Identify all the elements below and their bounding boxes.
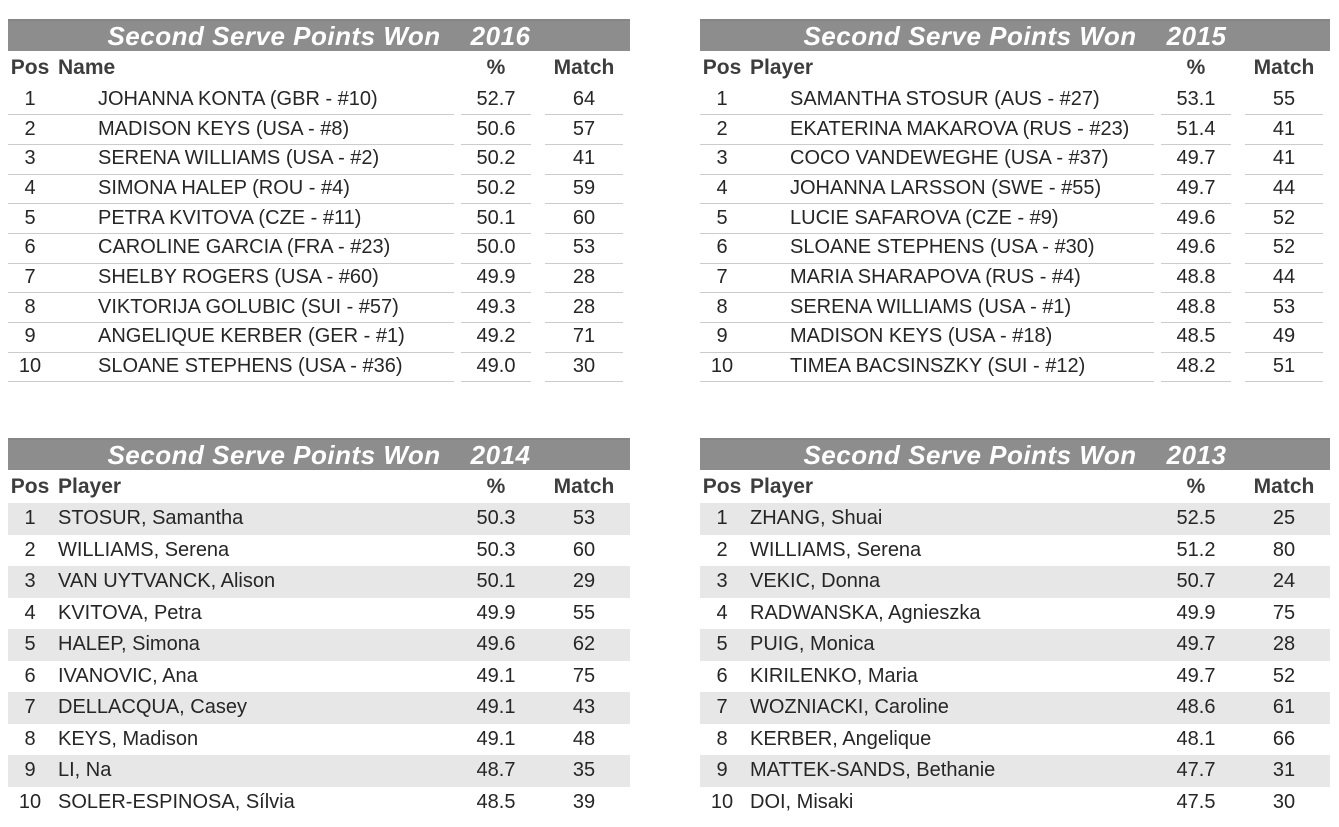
matches-cell: 39	[572, 790, 596, 813]
table-row	[700, 85, 1330, 115]
table-body	[700, 85, 1330, 382]
table-banner-2016	[8, 19, 630, 51]
rank-cell: 2	[716, 117, 728, 140]
percentage-cell: 49.2	[461, 322, 531, 353]
table-row	[8, 755, 630, 787]
matches-cell: 66	[1272, 727, 1296, 750]
player-cell: WOZNIACKI, Caroline	[750, 696, 949, 719]
column-header-pos: Pos	[10, 474, 50, 498]
table-row	[700, 598, 1330, 630]
matches-cell: 52	[1245, 203, 1323, 234]
player-cell: KIRILENKO, Maria	[750, 664, 918, 687]
rank-cell: 3	[716, 147, 728, 170]
row-name-segment	[700, 322, 1154, 353]
matches-cell: 55	[1245, 85, 1323, 116]
player-cell: SLOANE STEPHENS (USA - #36)	[98, 355, 403, 378]
column-header-player: Player	[750, 474, 814, 498]
matches-cell: 80	[1272, 538, 1296, 561]
percentage-cell: 48.5	[1161, 322, 1231, 353]
player-cell: WILLIAMS, Serena	[750, 538, 922, 561]
rank-cell: 5	[24, 206, 36, 229]
rank-cell: 7	[716, 696, 728, 719]
player-cell: PETRA KVITOVA (CZE - #11)	[98, 206, 362, 229]
percentage-cell: 50.1	[461, 203, 531, 234]
rank-cell: 10	[710, 790, 734, 813]
percentage-cell: 49.1	[476, 696, 516, 719]
row-name-segment	[700, 629, 1154, 661]
table-body	[8, 503, 630, 818]
percentage-cell: 53.1	[1161, 85, 1231, 116]
table-row	[8, 323, 630, 353]
percentage-cell: 49.9	[461, 263, 531, 294]
row-name-segment	[8, 263, 454, 294]
percentage-cell: 48.6	[1176, 696, 1216, 719]
matches-cell: 60	[572, 538, 596, 561]
table-header-row	[8, 470, 630, 503]
player-cell: MADISON KEYS (USA - #18)	[790, 325, 1053, 348]
rank-cell: 6	[716, 236, 728, 259]
percentage-cell: 48.2	[1161, 352, 1231, 383]
table-row	[8, 503, 630, 535]
matches-cell: 52	[1272, 664, 1296, 687]
table-row	[8, 724, 630, 756]
matches-cell: 71	[545, 322, 623, 353]
percentage-cell: 50.2	[461, 174, 531, 205]
percentage-cell: 49.0	[461, 352, 531, 383]
row-name-segment	[700, 203, 1154, 234]
player-cell: VIKTORIJA GOLUBIC (SUI - #57)	[98, 295, 399, 318]
rank-cell: 3	[24, 570, 36, 593]
percentage-cell: 51.2	[1176, 538, 1216, 561]
player-cell: TIMEA BACSINSZKY (SUI - #12)	[790, 355, 1086, 378]
row-name-segment	[8, 661, 454, 693]
matches-cell: 49	[1245, 322, 1323, 353]
row-name-segment	[700, 174, 1154, 205]
table-year: 2013	[1166, 439, 1227, 470]
row-name-segment	[8, 322, 454, 353]
percentage-cell: 49.1	[476, 664, 516, 687]
player-cell: IVANOVIC, Ana	[58, 664, 198, 687]
matches-cell: 59	[545, 174, 623, 205]
matches-cell: 43	[572, 696, 596, 719]
matches-cell: 44	[1245, 263, 1323, 294]
table-header-row	[8, 51, 630, 85]
player-cell: EKATERINA MAKAROVA (RUS - #23)	[790, 117, 1130, 140]
rank-cell: 7	[716, 265, 728, 288]
matches-cell: 53	[1245, 292, 1323, 323]
row-name-segment	[700, 566, 1154, 598]
row-name-segment	[700, 263, 1154, 294]
column-header-pos: Pos	[10, 56, 50, 79]
player-cell: WILLIAMS, Serena	[58, 538, 230, 561]
column-header-match: Match	[553, 56, 615, 79]
table-row	[8, 629, 630, 661]
row-name-segment	[8, 144, 454, 175]
table-row	[700, 204, 1330, 234]
column-header-percent: %	[1186, 56, 1206, 79]
table-header-row	[700, 470, 1330, 503]
row-name-segment	[8, 174, 454, 205]
table-year: 2015	[1166, 20, 1227, 51]
table-row	[700, 263, 1330, 293]
rank-cell: 2	[24, 538, 36, 561]
rank-cell: 1	[716, 507, 728, 530]
row-name-segment	[700, 352, 1154, 383]
matches-cell: 57	[545, 114, 623, 145]
player-cell: DOI, Misaki	[750, 790, 854, 813]
percentage-cell: 49.6	[1161, 203, 1231, 234]
table-second-serve-2013	[700, 438, 1330, 818]
table-second-serve-2016	[8, 19, 630, 382]
rank-cell: 3	[24, 147, 36, 170]
row-name-segment	[700, 724, 1154, 756]
player-cell: STOSUR, Samantha	[58, 507, 244, 530]
player-cell: COCO VANDEWEGHE (USA - #37)	[790, 147, 1109, 170]
table-title: Second Serve Points Won	[107, 439, 441, 470]
matches-cell: 29	[572, 570, 596, 593]
percentage-cell: 49.6	[1161, 233, 1231, 264]
player-cell: CAROLINE GARCIA (FRA - #23)	[98, 236, 391, 259]
player-cell: JOHANNA KONTA (GBR - #10)	[98, 87, 378, 110]
table-row	[8, 144, 630, 174]
rank-cell: 9	[716, 325, 728, 348]
matches-cell: 75	[1272, 601, 1296, 624]
player-cell: MATTEK-SANDS, Bethanie	[750, 759, 996, 782]
table-row	[700, 233, 1330, 263]
table-row	[700, 535, 1330, 567]
row-name-segment	[700, 535, 1154, 567]
rank-cell: 8	[716, 295, 728, 318]
percentage-cell: 52.7	[461, 85, 531, 116]
table-row	[700, 787, 1330, 819]
player-cell: JOHANNA LARSSON (SWE - #55)	[790, 176, 1102, 199]
table-year: 2016	[470, 20, 531, 51]
player-cell: RADWANSKA, Agnieszka	[750, 601, 981, 624]
column-header-pos: Pos	[702, 56, 742, 79]
table-row	[700, 692, 1330, 724]
percentage-cell: 49.1	[476, 727, 516, 750]
rank-cell: 7	[24, 696, 36, 719]
player-cell: MADISON KEYS (USA - #8)	[98, 117, 350, 140]
percentage-cell: 51.4	[1161, 114, 1231, 145]
rank-cell: 1	[24, 507, 36, 530]
matches-cell: 35	[572, 759, 596, 782]
percentage-cell: 49.9	[1176, 601, 1216, 624]
column-header-match: Match	[553, 474, 615, 498]
table-row	[8, 352, 630, 382]
matches-cell: 62	[572, 633, 596, 656]
table-row	[700, 661, 1330, 693]
rank-cell: 6	[716, 664, 728, 687]
rank-cell: 6	[24, 664, 36, 687]
rank-cell: 3	[716, 570, 728, 593]
table-row	[700, 174, 1330, 204]
row-name-segment	[700, 144, 1154, 175]
row-name-segment	[8, 692, 454, 724]
table-title: Second Serve Points Won	[107, 20, 441, 51]
matches-cell: 30	[1272, 790, 1296, 813]
player-cell: SIMONA HALEP (ROU - #4)	[98, 176, 350, 199]
rank-cell: 10	[710, 355, 734, 378]
table-row	[700, 755, 1330, 787]
rank-cell: 8	[716, 727, 728, 750]
column-header-pos: Pos	[702, 474, 742, 498]
matches-cell: 41	[1245, 114, 1323, 145]
matches-cell: 41	[545, 144, 623, 175]
table-year: 2014	[470, 439, 531, 470]
matches-cell: 75	[572, 664, 596, 687]
percentage-cell: 48.1	[1176, 727, 1216, 750]
percentage-cell: 50.0	[461, 233, 531, 264]
row-name-segment	[8, 233, 454, 264]
player-cell: DELLACQUA, Casey	[58, 696, 247, 719]
table-banner-2015	[700, 19, 1330, 51]
table-title: Second Serve Points Won	[803, 439, 1137, 470]
percentage-cell: 50.7	[1176, 570, 1216, 593]
percentage-cell: 50.3	[476, 538, 516, 561]
table-row	[8, 661, 630, 693]
column-header-player: Player	[58, 474, 122, 498]
percentage-cell: 50.3	[476, 507, 516, 530]
row-name-segment	[8, 787, 454, 819]
player-cell: MARIA SHARAPOVA (RUS - #4)	[790, 265, 1081, 288]
table-row	[700, 503, 1330, 535]
table-banner-2014	[8, 438, 630, 470]
player-cell: SLOANE STEPHENS (USA - #30)	[790, 236, 1095, 259]
table-row	[8, 598, 630, 630]
percentage-cell: 49.7	[1161, 174, 1231, 205]
row-name-segment	[700, 755, 1154, 787]
rank-cell: 4	[24, 601, 36, 624]
column-header-percent: %	[486, 56, 506, 79]
table-body	[700, 503, 1330, 818]
table-header-row	[700, 51, 1330, 85]
matches-cell: 64	[545, 85, 623, 116]
rank-cell: 6	[24, 236, 36, 259]
matches-cell: 41	[1245, 144, 1323, 175]
column-header-match: Match	[1253, 56, 1315, 79]
table-row	[700, 724, 1330, 756]
rank-cell: 4	[716, 601, 728, 624]
table-row	[8, 692, 630, 724]
table-second-serve-2015	[700, 19, 1330, 382]
table-row	[700, 293, 1330, 323]
row-name-segment	[8, 203, 454, 234]
percentage-cell: 50.1	[476, 570, 516, 593]
player-cell: SHELBY ROGERS (USA - #60)	[98, 265, 379, 288]
matches-cell: 48	[572, 727, 596, 750]
percentage-cell: 49.7	[1176, 633, 1216, 656]
player-cell: SAMANTHA STOSUR (AUS - #27)	[790, 87, 1100, 110]
matches-cell: 25	[1272, 507, 1296, 530]
rank-cell: 5	[716, 633, 728, 656]
player-cell: PUIG, Monica	[750, 633, 875, 656]
rank-cell: 8	[24, 295, 36, 318]
table-row	[700, 115, 1330, 145]
row-name-segment	[700, 85, 1154, 116]
row-name-segment	[700, 503, 1154, 535]
matches-cell: 44	[1245, 174, 1323, 205]
matches-cell: 28	[545, 292, 623, 323]
rank-cell: 9	[716, 759, 728, 782]
rank-cell: 9	[24, 759, 36, 782]
table-row	[700, 352, 1330, 382]
row-name-segment	[8, 724, 454, 756]
matches-cell: 53	[545, 233, 623, 264]
table-row	[8, 204, 630, 234]
row-name-segment	[700, 233, 1154, 264]
row-name-segment	[700, 661, 1154, 693]
player-cell: LI, Na	[58, 759, 112, 782]
row-name-segment	[8, 566, 454, 598]
matches-cell: 53	[572, 507, 596, 530]
matches-cell: 31	[1272, 759, 1296, 782]
percentage-cell: 50.2	[461, 144, 531, 175]
percentage-cell: 49.6	[476, 633, 516, 656]
column-header-percent: %	[1186, 474, 1206, 498]
player-cell: ANGELIQUE KERBER (GER - #1)	[98, 325, 405, 348]
row-name-segment	[8, 292, 454, 323]
player-cell: HALEP, Simona	[58, 633, 200, 656]
table-row	[8, 566, 630, 598]
table-row	[8, 174, 630, 204]
rank-cell: 4	[716, 176, 728, 199]
row-name-segment	[700, 598, 1154, 630]
percentage-cell: 49.7	[1176, 664, 1216, 687]
table-row	[8, 293, 630, 323]
row-name-segment	[8, 535, 454, 567]
player-cell: SERENA WILLIAMS (USA - #1)	[790, 295, 1072, 318]
percentage-cell: 49.3	[461, 292, 531, 323]
rank-cell: 4	[24, 176, 36, 199]
table-title: Second Serve Points Won	[803, 20, 1137, 51]
table-row	[8, 787, 630, 819]
row-name-segment	[8, 352, 454, 383]
row-name-segment	[700, 787, 1154, 819]
row-name-segment	[8, 755, 454, 787]
percentage-cell: 52.5	[1176, 507, 1216, 530]
player-cell: SERENA WILLIAMS (USA - #2)	[98, 147, 380, 170]
rank-cell: 10	[18, 355, 42, 378]
rank-cell: 8	[24, 727, 36, 750]
row-name-segment	[8, 629, 454, 661]
percentage-cell: 48.8	[1161, 263, 1231, 294]
matches-cell: 60	[545, 203, 623, 234]
table-row	[8, 535, 630, 567]
rank-cell: 1	[716, 87, 728, 110]
column-header-name: Name	[58, 56, 116, 79]
table-row	[8, 115, 630, 145]
percentage-cell: 48.7	[476, 759, 516, 782]
percentage-cell: 47.5	[1176, 790, 1216, 813]
table-row	[8, 85, 630, 115]
percentage-cell: 47.7	[1176, 759, 1216, 782]
percentage-cell: 49.7	[1161, 144, 1231, 175]
row-name-segment	[8, 85, 454, 116]
table-banner-2013	[700, 438, 1330, 470]
matches-cell: 51	[1245, 352, 1323, 383]
matches-cell: 28	[1272, 633, 1296, 656]
row-name-segment	[8, 114, 454, 145]
table-row	[700, 629, 1330, 661]
player-cell: SOLER-ESPINOSA, Sílvia	[58, 790, 295, 813]
percentage-cell: 48.5	[476, 790, 516, 813]
matches-cell: 24	[1272, 570, 1296, 593]
rank-cell: 7	[24, 265, 36, 288]
rank-cell: 1	[24, 87, 36, 110]
row-name-segment	[700, 692, 1154, 724]
table-row	[700, 566, 1330, 598]
row-name-segment	[8, 598, 454, 630]
matches-cell: 28	[545, 263, 623, 294]
table-row	[700, 144, 1330, 174]
row-name-segment	[700, 114, 1154, 145]
percentage-cell: 49.9	[476, 601, 516, 624]
column-header-percent: %	[486, 474, 506, 498]
column-header-match: Match	[1253, 474, 1315, 498]
table-row	[8, 263, 630, 293]
player-cell: LUCIE SAFAROVA (CZE - #9)	[790, 206, 1059, 229]
player-cell: ZHANG, Shuai	[750, 507, 883, 530]
column-header-player: Player	[750, 56, 814, 79]
player-cell: KERBER, Angelique	[750, 727, 932, 750]
player-cell: KVITOVA, Petra	[58, 601, 202, 624]
rank-cell: 9	[24, 325, 36, 348]
matches-cell: 61	[1272, 696, 1296, 719]
player-cell: VEKIC, Donna	[750, 570, 881, 593]
table-row	[700, 323, 1330, 353]
percentage-cell: 48.8	[1161, 292, 1231, 323]
rank-cell: 5	[716, 206, 728, 229]
matches-cell: 30	[545, 352, 623, 383]
table-body	[8, 85, 630, 382]
player-cell: KEYS, Madison	[58, 727, 199, 750]
percentage-cell: 50.6	[461, 114, 531, 145]
table-second-serve-2014	[8, 438, 630, 818]
rank-cell: 2	[24, 117, 36, 140]
rank-cell: 5	[24, 633, 36, 656]
row-name-segment	[700, 292, 1154, 323]
player-cell: VAN UYTVANCK, Alison	[58, 570, 276, 593]
matches-cell: 55	[572, 601, 596, 624]
table-row	[8, 233, 630, 263]
row-name-segment	[8, 503, 454, 535]
rank-cell: 10	[18, 790, 42, 813]
matches-cell: 52	[1245, 233, 1323, 264]
rank-cell: 2	[716, 538, 728, 561]
